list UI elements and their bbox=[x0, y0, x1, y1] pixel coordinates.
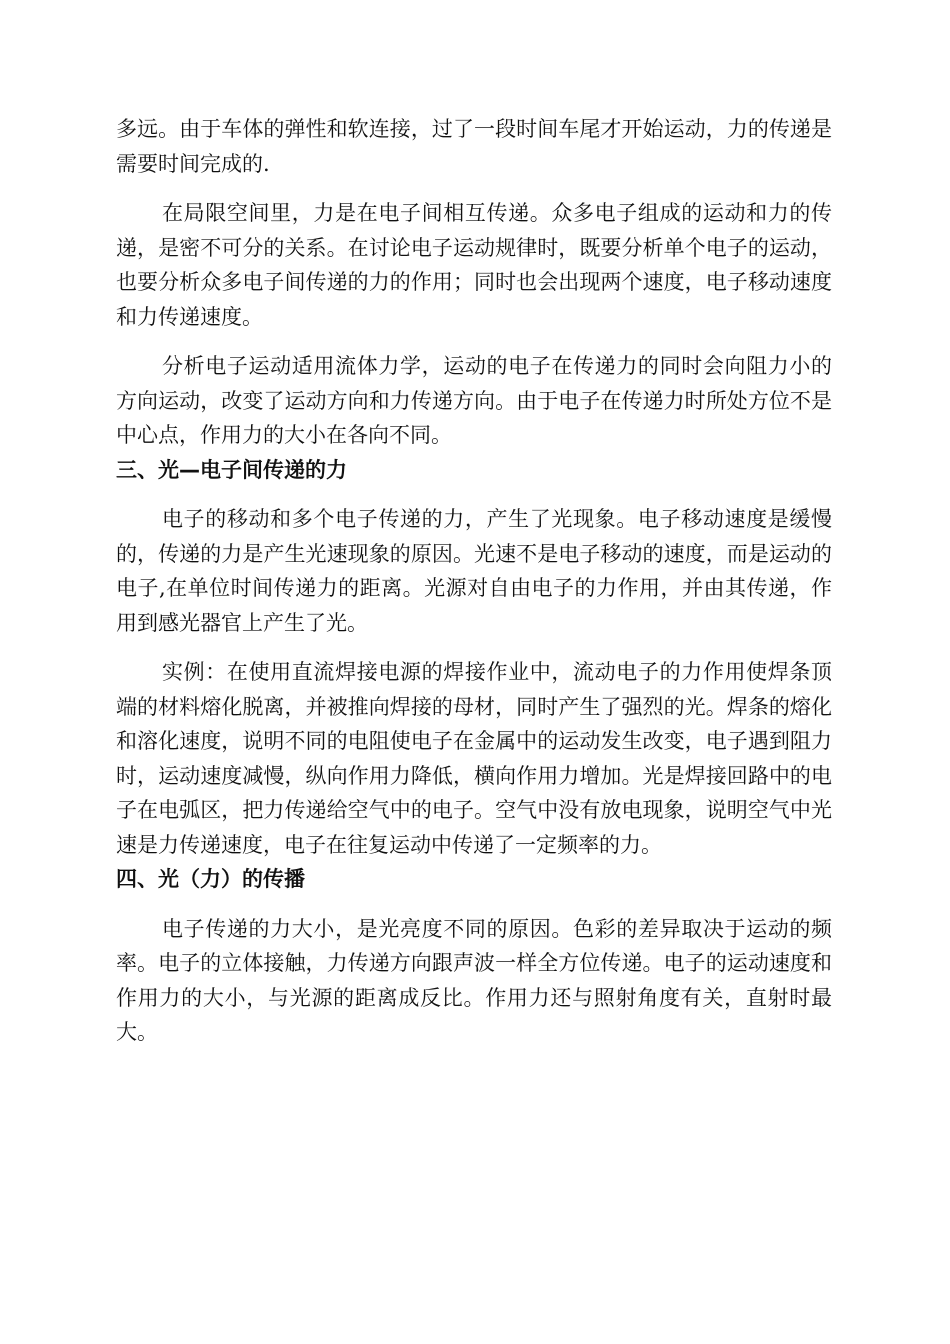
section-heading-4: 四、光（力）的传播 bbox=[116, 867, 305, 891]
section-heading-3: 三、光—电子间传递的力 bbox=[116, 457, 347, 482]
paragraph-fluid-mechanics: 分析电子运动适用流体力学，运动的电子在传递力的同时会向阻力小的方向运动，改变了运动方向和力传递方向。由于电子在传递力时所处方位不是中心点，作用力的大小在各向不同。 bbox=[116, 354, 832, 447]
paragraph-light-propagation: 电子传递的力大小，是光亮度不同的原因。色彩的差异取决于运动的频率。电子的立体接触，力传递方向跟声波一样全方位传递。电子的运动速度和作用力的大小，与光源的距离成反比。作用力还与照射角度有关，直射时最大。 bbox=[116, 916, 832, 1044]
paragraph-welding-example: 实例：在使用直流焊接电源的焊接作业中，流动电子的力作用使焊条顶端的材料熔化脱离，并被推向焊接的母材，同时产生了强烈的光。焊条的熔化和溶化速度，说明不同的电阻使电子在金属中的运动发生改变，电子遇到阻力时，运动速度减慢，纵向作用力降低，横向作用力增加。光是焊接回路中的电子在电弧区，把力传递给空气中的电子。空气中没有放电现象，说明空气中光速是力传递速度，电子在往复运动中传递了一定频率的力。 bbox=[116, 660, 832, 857]
paragraph-light-phenomenon: 电子的移动和多个电子传递的力，产生了光现象。电子移动速度是缓慢的，传递的力是产生光速现象的原因。光速不是电子移动的速度，而是运动的电子,在单位时间传递力的距离。光源对自由电子的力作用，并由其传递，作用到感光器官上产生了光。 bbox=[116, 507, 832, 635]
paragraph-force-transfer: 在局限空间里，力是在电子间相互传递。众多电子组成的运动和力的传递，是密不可分的关系。在讨论电子运动规律时，既要分析单个电子的运动，也要分析众多电子间传递的力的作用；同时也会出现两个速度，电子移动速度和力传递速度。 bbox=[116, 201, 832, 329]
paragraph-continuation: 多远。由于车体的弹性和软连接，过了一段时间车尾才开始运动，力的传递是需要时间完成的. bbox=[116, 117, 832, 176]
document-page bbox=[116, 112, 832, 1050]
